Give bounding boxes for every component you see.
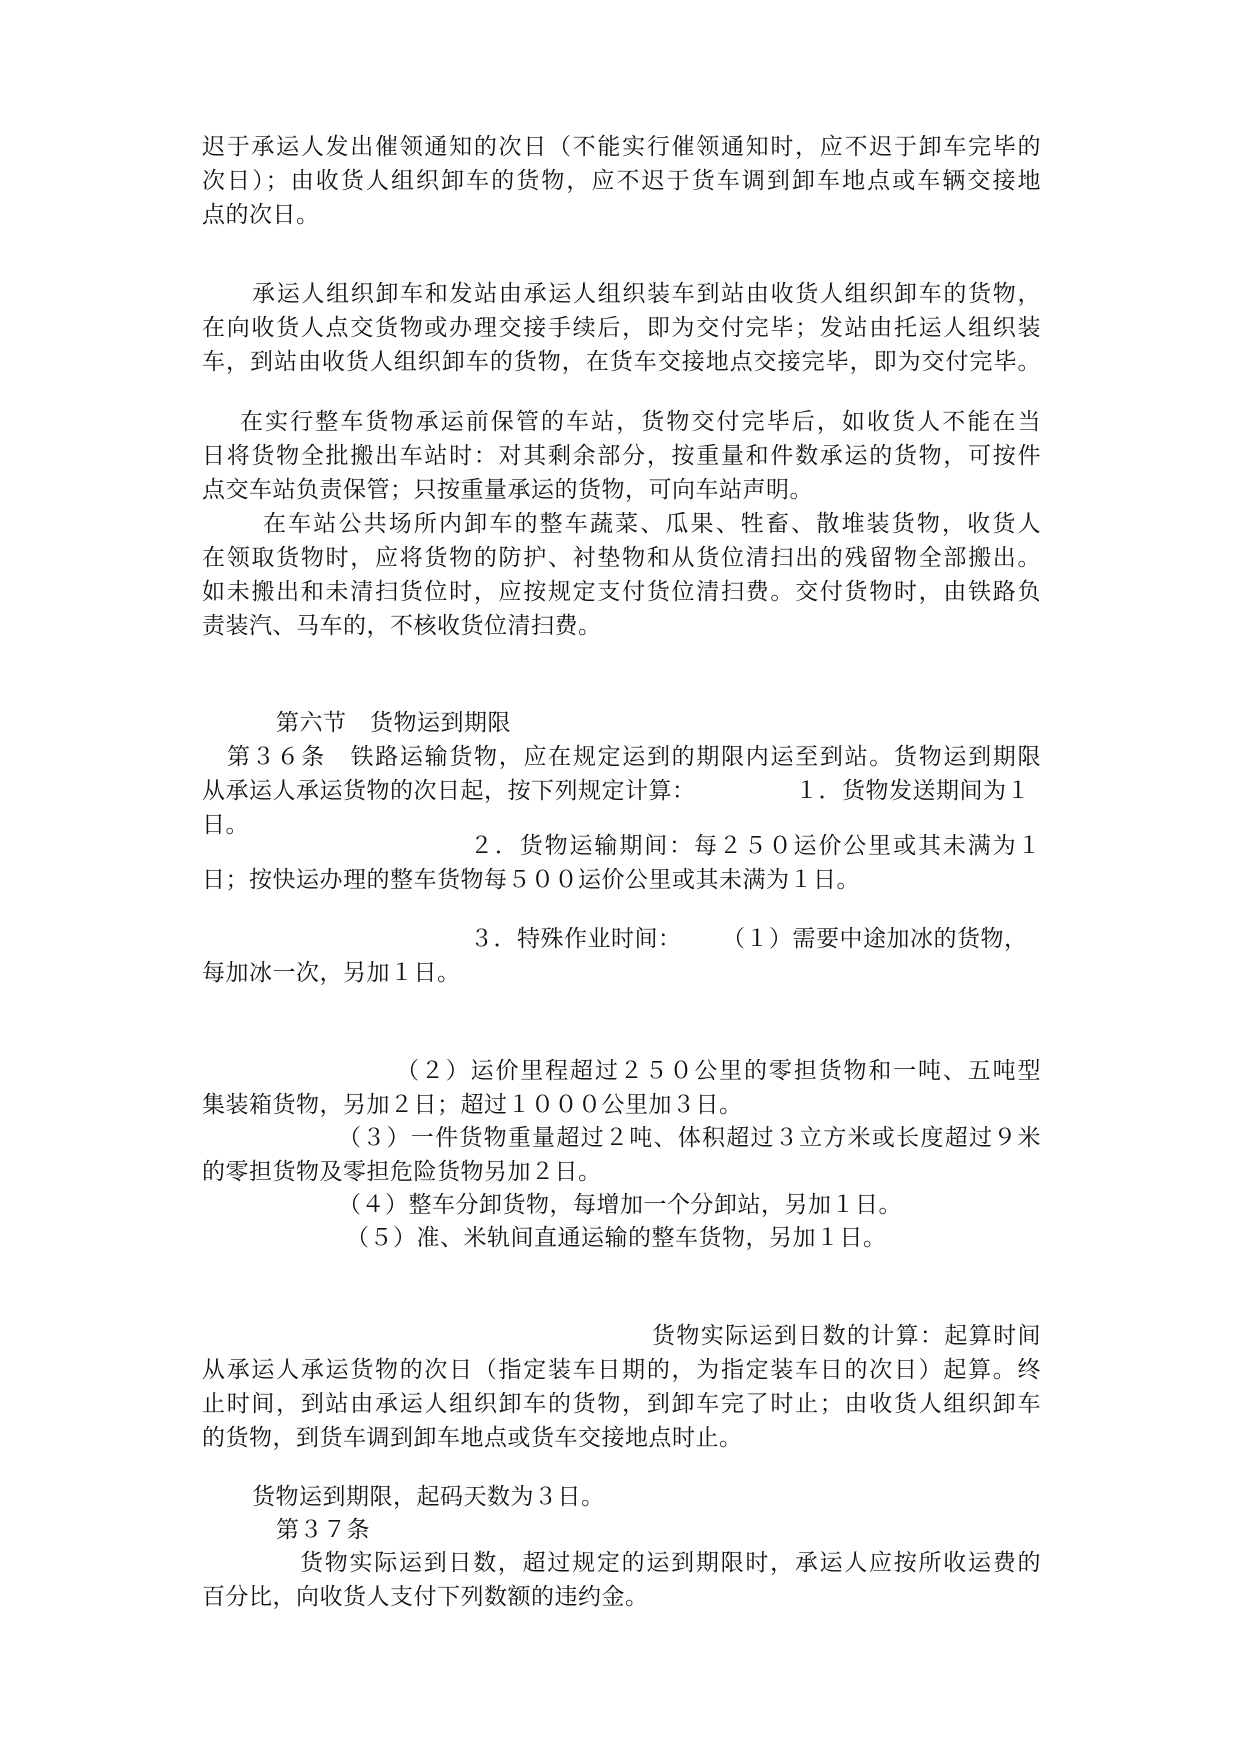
actual-days-line-1: 货物实际运到日数的计算：起算时间	[652, 1323, 1041, 1349]
paragraph-3-line-1: 在实行整车货物承运前保管的车站，货物交付完毕后，如收货人不能在当	[240, 409, 1041, 435]
article-36-line-3: 日。	[202, 812, 249, 838]
paragraph-1-line-2: 次日）；由收货人组织卸车的货物，应不迟于货车调到卸车地点或车辆交接地	[202, 168, 1041, 194]
paragraph-4-line-1: 在车站公共场所内卸车的整车蔬菜、瓜果、牲畜、散堆装货物，收货人	[263, 511, 1041, 537]
sub-3-line-2: 的零担货物及零担危险货物另加２日。	[202, 1159, 602, 1185]
item-3-line-1b: （１）需要中途加冰的货物，	[722, 926, 1028, 952]
article-37-line-2: 百分比，向收货人支付下列数额的违约金。	[202, 1584, 649, 1610]
article-36-line-1: 第３６条 铁路运输货物，应在规定运到的期限内运至到站。货物运到期限	[227, 744, 1041, 770]
paragraph-3-line-2: 日将货物全批搬出车站时：对其剩余部分，按重量和件数承运的货物，可按件	[202, 443, 1041, 469]
paragraph-3-line-3: 点交车站负责保管；只按重量承运的货物，可向车站声明。	[202, 477, 813, 503]
actual-days-line-2: 从承运人承运货物的次日（指定装车日期的，为指定装车日的次日）起算。终	[202, 1357, 1041, 1383]
sub-2-line-1: （２）运价里程超过２５０公里的零担货物和一吨、五吨型	[396, 1058, 1041, 1084]
paragraph-4-line-3: 如未搬出和未清扫货位时，应按规定支付货位清扫费。交付货物时，由铁路负	[202, 579, 1041, 605]
paragraph-1-line-3: 点的次日。	[202, 202, 320, 228]
paragraph-2-line-3: 车，到站由收货人组织卸车的货物，在货车交接地点交接完毕，即为交付完毕。	[202, 349, 1041, 375]
paragraph-2-line-1: 承运人组织卸车和发站由承运人组织装车到站由收货人组织卸车的货物，	[252, 281, 1041, 307]
article-37-line-1: 货物实际运到日数，超过规定的运到期限时，承运人应按所收运费的	[300, 1550, 1041, 1576]
item-3-line-1a: ３．特殊作业时间：	[470, 926, 682, 952]
actual-days-line-3: 止时间，到站由承运人组织卸车的货物，到卸车完了时止；由收货人组织卸车	[202, 1391, 1041, 1417]
paragraph-4-line-4: 责装汽、马车的，不核收货位清扫费。	[202, 613, 602, 639]
paragraph-2-line-2: 在向收货人点交货物或办理交接手续后，即为交付完毕；发站由托运人组织装	[202, 315, 1041, 341]
item-3-line-2: 每加冰一次，另加１日。	[202, 960, 461, 986]
item-2-line-2: 日；按快运办理的整车货物每５００运价公里或其未满为１日。	[202, 867, 860, 893]
article-36-line-2b: １．货物发送期间为１	[795, 778, 1030, 804]
minimum-days-line: 货物运到期限，起码天数为３日。	[252, 1484, 605, 1510]
sub-2-line-2: 集装箱货物，另加２日；超过１０００公里加３日。	[202, 1092, 743, 1118]
section-heading: 第六节 货物运到期限	[276, 710, 511, 736]
paragraph-1-line-1: 迟于承运人发出催领通知的次日（不能实行催领通知时，应不迟于卸车完毕的	[202, 134, 1041, 160]
actual-days-line-4: 的货物，到货车调到卸车地点或货车交接地点时止。	[202, 1425, 743, 1451]
sub-3-line-1: （３）一件货物重量超过２吨、体积超过３立方米或长度超过９米	[338, 1125, 1041, 1151]
paragraph-4-line-2: 在领取货物时，应将货物的防护、衬垫物和从货位清扫出的残留物全部搬出。	[202, 545, 1041, 571]
article-37-heading: 第３７条	[276, 1517, 370, 1543]
sub-5-line: （５）准、米轨间直通运输的整车货物，另加１日。	[346, 1225, 887, 1251]
item-2-line-1: ２．货物运输期间：每２５０运价公里或其未满为１	[470, 833, 1041, 859]
article-36-line-2a: 从承运人承运货物的次日起，按下列规定计算：	[202, 778, 696, 804]
sub-4-line: （４）整车分卸货物，每增加一个分卸站，另加１日。	[338, 1192, 902, 1218]
